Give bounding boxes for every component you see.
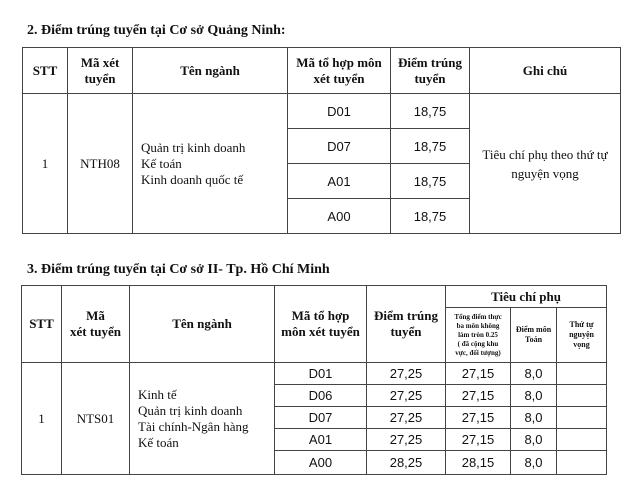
section3-heading: 3. Điểm trúng tuyển tại Cơ sở II- Tp. Hồ Chí Minh	[27, 262, 330, 277]
score-cell: 18,75	[391, 94, 470, 129]
note-cell: Tiêu chí phụ theo thứ tự nguyện vọng	[470, 94, 621, 234]
score-cell: 27,25	[367, 429, 446, 451]
major-item: Kinh doanh quốc tế	[141, 171, 244, 187]
major-item: Kế toán	[138, 434, 179, 450]
score-cell: 18,75	[391, 199, 470, 234]
combo-cell: D07	[288, 129, 391, 164]
math-cell: 8,0	[511, 385, 557, 407]
hcm-score-table	[21, 285, 607, 475]
header-tong-diem: Tổng điểm thực ba môn không làm tròn 0.25 ( đã cộng khu vực, đối tượng)	[446, 308, 511, 363]
combo-cell: A01	[275, 429, 367, 451]
major-item: Quản trị kinh doanh	[138, 402, 243, 418]
table-header-row	[22, 286, 607, 308]
stt-cell: 1	[23, 94, 68, 234]
order-cell	[557, 451, 607, 475]
table-row	[23, 94, 621, 129]
majors-cell	[130, 363, 275, 475]
major-item: Quản trị kinh doanh	[141, 139, 246, 155]
majors-cell	[133, 94, 288, 234]
table-header-row	[23, 48, 621, 94]
combo-cell: A00	[288, 199, 391, 234]
score-cell: 18,75	[391, 129, 470, 164]
header-thu-tu-nguyen-vong: Thứ tự nguyện vọng	[557, 308, 607, 363]
header-stt: STT	[23, 48, 68, 94]
header-ma-xet-tuyen: Mã xét tuyển	[68, 48, 133, 94]
total-cell: 28,15	[446, 451, 511, 475]
combo-cell: D01	[288, 94, 391, 129]
header-ten-nganh: Tên ngành	[130, 286, 275, 363]
combo-cell: D07	[275, 407, 367, 429]
code-cell: NTH08	[68, 94, 133, 234]
score-cell: 27,25	[367, 407, 446, 429]
header-ghi-chu: Ghi chú	[470, 48, 621, 94]
header-tieu-chi-phu: Tiêu chí phụ	[446, 286, 607, 308]
math-cell: 8,0	[511, 407, 557, 429]
header-ma-to-hop: Mã tổ hợp môn xét tuyển	[275, 286, 367, 363]
major-item: Kinh tế	[138, 386, 177, 402]
math-cell: 8,0	[511, 429, 557, 451]
order-cell	[557, 385, 607, 407]
order-cell	[557, 363, 607, 385]
combo-cell: D06	[275, 385, 367, 407]
table-row	[22, 363, 607, 385]
score-cell: 27,25	[367, 363, 446, 385]
header-diem-trung-tuyen: Điểm trúng tuyển	[367, 286, 446, 363]
quang-ninh-score-table	[22, 47, 621, 234]
score-cell: 18,75	[391, 164, 470, 199]
stt-cell: 1	[22, 363, 62, 475]
section2-heading: 2. Điểm trúng tuyển tại Cơ sở Quảng Ninh:	[27, 23, 286, 38]
combo-cell: A01	[288, 164, 391, 199]
math-cell: 8,0	[511, 363, 557, 385]
header-ma-to-hop: Mã tổ hợp môn xét tuyển	[288, 48, 391, 94]
combo-cell: D01	[275, 363, 367, 385]
code-cell: NTS01	[62, 363, 130, 475]
total-cell: 27,15	[446, 407, 511, 429]
header-stt: STT	[22, 286, 62, 363]
header-diem-trung-tuyen: Điểm trúng tuyển	[391, 48, 470, 94]
header-diem-toan: Điểm môn Toán	[511, 308, 557, 363]
score-cell: 27,25	[367, 385, 446, 407]
math-cell: 8,0	[511, 451, 557, 475]
major-item: Tài chính-Ngân hàng	[138, 418, 249, 434]
order-cell	[557, 429, 607, 451]
score-cell: 28,25	[367, 451, 446, 475]
header-ma-xet-tuyen: Mã xét tuyển	[62, 286, 130, 363]
total-cell: 27,15	[446, 363, 511, 385]
total-cell: 27,15	[446, 385, 511, 407]
header-ten-nganh: Tên ngành	[133, 48, 288, 94]
major-item: Kế toán	[141, 155, 182, 171]
combo-cell: A00	[275, 451, 367, 475]
order-cell	[557, 407, 607, 429]
total-cell: 27,15	[446, 429, 511, 451]
